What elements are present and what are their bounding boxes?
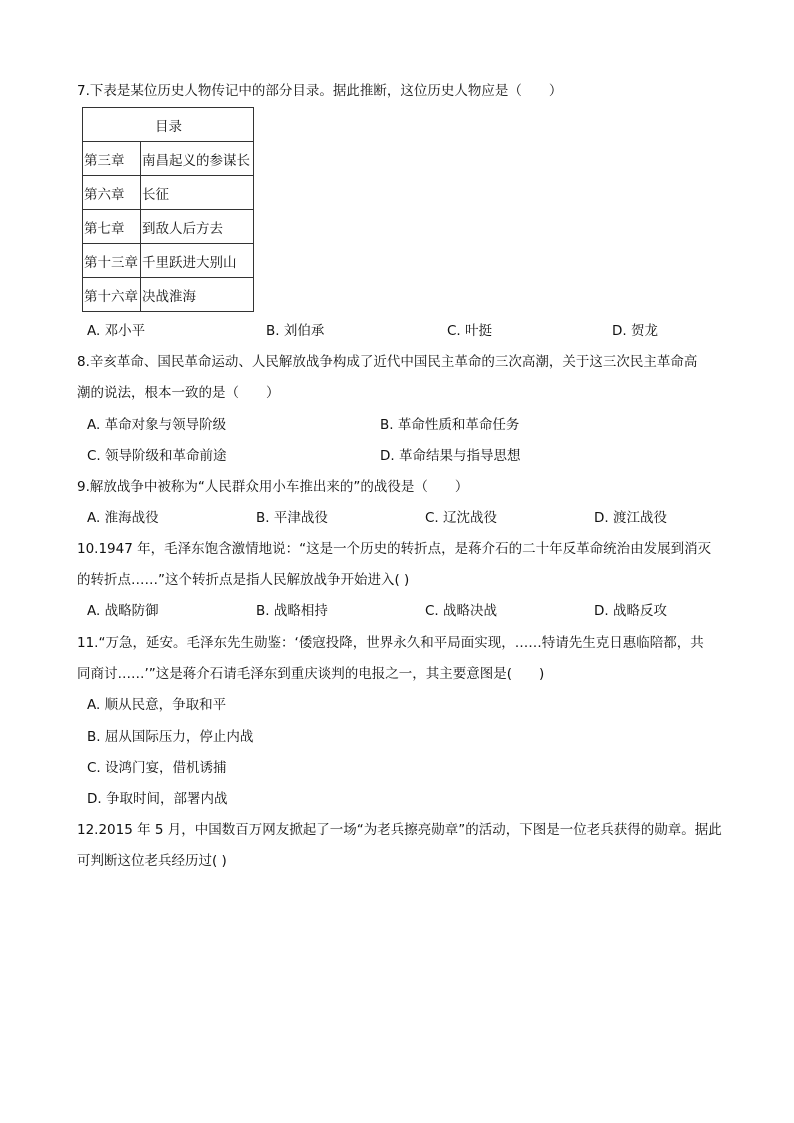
q8-option-d: D. 革命结果与指导思想 (380, 448, 521, 464)
q12-stem-line1: 12.2015 年 5 月，中国数百万网友掀起了一场“为老兵擦亮勋章”的活动，下图是一位老兵获得的勋章。据此 (77, 822, 722, 838)
table-row (83, 278, 254, 312)
q11-option-c: C. 设鸿门宴，借机诱捕 (87, 760, 227, 776)
q9-option-a: A. 淮海战役 (87, 510, 159, 526)
q11-option-a: A. 顺从民意，争取和平 (87, 697, 227, 713)
table-header: 目录 (83, 108, 254, 142)
q12-stem-line2: 可判断这位老兵经历过( ) (77, 853, 227, 869)
table-cell: 第十六章 (83, 278, 141, 312)
q8-stem-line2: 潮的说法，根本一致的是（ ） (77, 385, 280, 401)
table-row (83, 176, 254, 210)
q10-option-d: D. 战略反攻 (594, 603, 667, 619)
table-cell: 第六章 (83, 176, 141, 210)
table-cell: 第七章 (83, 210, 141, 244)
q10-stem-line1: 10.1947 年，毛泽东饱含激情地说：“这是一个历史的转折点，是蒋介石的二十年反革命统治由发展到消灭 (77, 541, 712, 557)
q10-option-b: B. 战略相持 (256, 603, 328, 619)
table-cell: 南昌起义的参谋长 (141, 142, 254, 176)
q11-option-b: B. 屈从国际压力，停止内战 (87, 729, 254, 745)
q9-option-b: B. 平津战役 (256, 510, 328, 526)
q11-option-d: D. 争取时间，部署内战 (87, 791, 228, 807)
table-row (83, 142, 254, 176)
q8-option-b: B. 革命性质和革命任务 (380, 417, 520, 433)
q7-table (82, 107, 254, 312)
q7-stem: 7.下表是某位历史人物传记中的部分目录。据此推断，这位历史人物应是（ ） (77, 83, 563, 99)
q7-option-c: C. 叶挺 (447, 323, 493, 339)
q7-option-b: B. 刘伯承 (266, 323, 325, 339)
q9-option-c: C. 辽沈战役 (425, 510, 498, 526)
q10-option-c: C. 战略决战 (425, 603, 498, 619)
table-cell: 千里跃进大别山 (141, 244, 254, 278)
table-cell: 长征 (141, 176, 254, 210)
table-row (83, 244, 254, 278)
q7-option-d: D. 贺龙 (612, 323, 658, 339)
q11-stem-line1: 11.“万急，延安。毛泽东先生勋鉴：‘倭寇投降，世界永久和平局面实现，……特请先生克日惠临陪都，共 (77, 635, 704, 651)
q8-option-c: C. 领导阶级和革命前途 (87, 448, 227, 464)
q9-option-d: D. 渡江战役 (594, 510, 667, 526)
q10-stem-line2: 的转折点……”这个转折点是指人民解放战争开始进入( ) (77, 572, 410, 588)
q11-stem-line2: 同商讨……’”这是蒋介石请毛泽东到重庆谈判的电报之一，其主要意图是( ) (77, 666, 545, 682)
table-cell: 第十三章 (83, 244, 141, 278)
table-row (83, 210, 254, 244)
table-cell: 到敌人后方去 (141, 210, 254, 244)
table-cell: 第三章 (83, 142, 141, 176)
q10-option-a: A. 战略防御 (87, 603, 159, 619)
q7-option-a: A. 邓小平 (87, 323, 146, 339)
q8-option-a: A. 革命对象与领导阶级 (87, 417, 227, 433)
q9-stem: 9.解放战争中被称为“人民群众用小车推出来的”的战役是（ ） (77, 479, 469, 495)
table-cell: 决战淮海 (141, 278, 254, 312)
q8-stem-line1: 8.辛亥革命、国民革命运动、人民解放战争构成了近代中国民主革命的三次高潮，关于这三次民主革命高 (77, 354, 698, 370)
